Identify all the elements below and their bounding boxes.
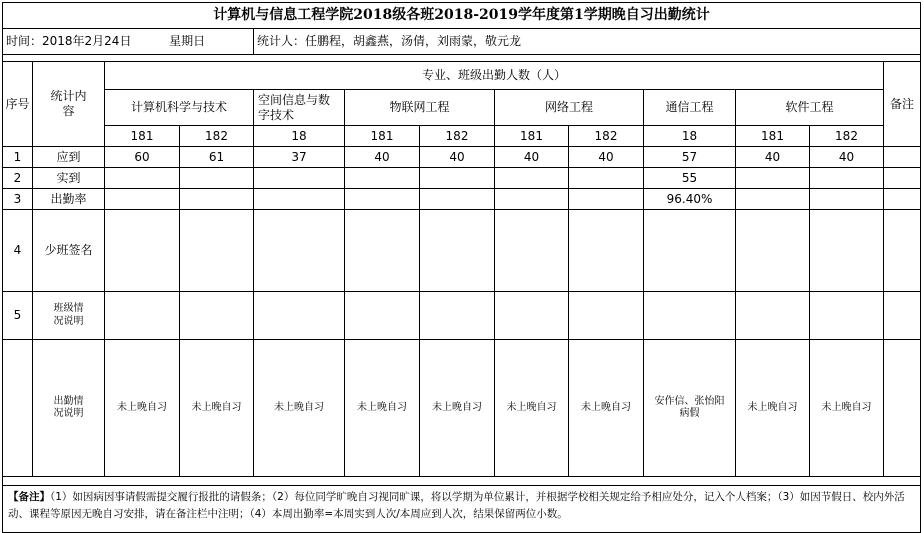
cell-value: [105, 210, 180, 292]
cell-value: [569, 210, 644, 292]
cell-value: 未上晚自习: [180, 340, 254, 477]
row-label: 应到: [33, 147, 105, 168]
cell-value: 96.40%: [644, 189, 736, 210]
row-label: 实到: [33, 168, 105, 189]
cell-value: [569, 168, 644, 189]
remarks-cell: [884, 147, 921, 168]
cell-value: [810, 168, 884, 189]
weekday-text: 星期日: [169, 34, 206, 48]
notes-text: （1）如因病因事请假需提交履行报批的请假条；（2）每位同学旷晚自习视同旷课，将以学期为单位累计，并根据学校相关规定给予相应处分，记入个人档案；（3）如因节假日、校内外活动、课程等原因无晚自习安排，请在备注栏中注明；（4）本周出勤率=本周实到人次/本周应到人次，结果保留两位小数。: [8, 491, 905, 520]
cell-value: [105, 189, 180, 210]
cell-value: [569, 189, 644, 210]
row-label: 出勤率: [33, 189, 105, 210]
cell-value: 60: [105, 147, 180, 168]
cell-value: 61: [180, 147, 254, 168]
table-row: [3, 340, 921, 477]
remarks-cell: [884, 292, 921, 340]
cell-value: [736, 292, 810, 340]
cell-value: [420, 168, 495, 189]
counters-info: 统计人：任鹏程，胡鑫燕，汤倩，刘雨蒙，敬元龙: [254, 29, 921, 55]
cell-value: [420, 210, 495, 292]
class-number: 182: [569, 126, 644, 147]
class-number: 182: [180, 126, 254, 147]
cell-value: 40: [495, 147, 569, 168]
cell-value: 未上晚自习: [105, 340, 180, 477]
class-number: 18: [254, 126, 345, 147]
cell-value: 未上晚自习: [420, 340, 495, 477]
cell-value: 55: [644, 168, 736, 189]
row-label: 少班签名: [33, 210, 105, 292]
cell-value: 40: [736, 147, 810, 168]
cell-value: [495, 189, 569, 210]
notes-label: 【备注】: [8, 491, 50, 503]
cell-value: [254, 292, 345, 340]
date-info: [3, 29, 254, 55]
cell-value: [644, 292, 736, 340]
cell-value: [736, 189, 810, 210]
major-software: 软件工程: [736, 90, 884, 126]
cell-value: [180, 210, 254, 292]
remarks-cell: [884, 168, 921, 189]
class-number: 181: [105, 126, 180, 147]
cell-value: 40: [569, 147, 644, 168]
cell-value: [420, 189, 495, 210]
group-header: 专业、班级出勤人数（人）: [105, 62, 884, 90]
data-rows: [3, 147, 921, 477]
cell-value: 40: [420, 147, 495, 168]
row-seq: [3, 340, 33, 477]
cell-value: [569, 292, 644, 340]
cell-value: [736, 168, 810, 189]
cell-value: 未上晚自习: [345, 340, 420, 477]
cell-value: [345, 292, 420, 340]
row-seq: 2: [3, 168, 33, 189]
remarks-header: 备注: [884, 62, 921, 147]
remarks-cell: [884, 189, 921, 210]
cell-value: [345, 168, 420, 189]
row-seq: 1: [3, 147, 33, 168]
cell-value: [254, 189, 345, 210]
row-seq: 5: [3, 292, 33, 340]
cell-value: 未上晚自习: [810, 340, 884, 477]
remarks-cell: [884, 340, 921, 477]
class-number: 181: [495, 126, 569, 147]
cell-value: [495, 168, 569, 189]
attendance-sheet: [2, 2, 920, 520]
cell-value: 未上晚自习: [736, 340, 810, 477]
class-number: 181: [736, 126, 810, 147]
cell-value: [810, 189, 884, 210]
cell-value: 57: [644, 147, 736, 168]
cell-value: 未上晚自习: [569, 340, 644, 477]
class-header-row: [3, 126, 921, 147]
seq-header: 序号: [3, 62, 33, 147]
cell-value: [810, 292, 884, 340]
cell-value: 40: [810, 147, 884, 168]
cell-value: [495, 210, 569, 292]
cell-value: [180, 168, 254, 189]
cell-value: 未上晚自习: [495, 340, 569, 477]
class-number: 18: [644, 126, 736, 147]
cell-value: [736, 210, 810, 292]
cell-value: 40: [345, 147, 420, 168]
sheet-title: 计算机与信息工程学院2018级各班2018-2019学年度第1学期晚自习出勤统计: [3, 3, 921, 29]
row-label: 班级情况说明: [33, 292, 105, 340]
content-header: 统计内容: [33, 62, 105, 147]
attendance-table: [2, 2, 921, 533]
cell-value: 37: [254, 147, 345, 168]
table-row: [3, 210, 921, 292]
row-label: 出勤情况说明: [33, 340, 105, 477]
table-row: [3, 189, 921, 210]
cell-value: [644, 210, 736, 292]
table-row: [3, 147, 921, 168]
cell-value: [254, 168, 345, 189]
cell-value: [420, 292, 495, 340]
spacer-row-2: [3, 477, 921, 486]
major-iot: 物联网工程: [345, 90, 495, 126]
cell-value: [254, 210, 345, 292]
date-text: 时间：2018年2月24日: [6, 34, 132, 48]
class-number: 182: [810, 126, 884, 147]
row-seq: 3: [3, 189, 33, 210]
class-number: 181: [345, 126, 420, 147]
cell-value: [105, 292, 180, 340]
cell-value: [180, 189, 254, 210]
cell-value: [495, 292, 569, 340]
table-row: [3, 168, 921, 189]
major-network: 网络工程: [495, 90, 644, 126]
cell-value: [345, 189, 420, 210]
remarks-cell: [884, 210, 921, 292]
cell-value: 未上晚自习: [254, 340, 345, 477]
major-cs: 计算机科学与技术: [105, 90, 254, 126]
cell-value: [180, 292, 254, 340]
major-spatial: 空间信息与数字技术: [254, 90, 345, 126]
cell-value: 安作信、张怡阳病假: [644, 340, 736, 477]
notes-block: [3, 486, 921, 533]
spacer-row: [3, 55, 921, 62]
class-number: 182: [420, 126, 495, 147]
row-seq: 4: [3, 210, 33, 292]
major-comm: 通信工程: [644, 90, 736, 126]
cell-value: [105, 168, 180, 189]
cell-value: [345, 210, 420, 292]
cell-value: [810, 210, 884, 292]
table-row: [3, 292, 921, 340]
